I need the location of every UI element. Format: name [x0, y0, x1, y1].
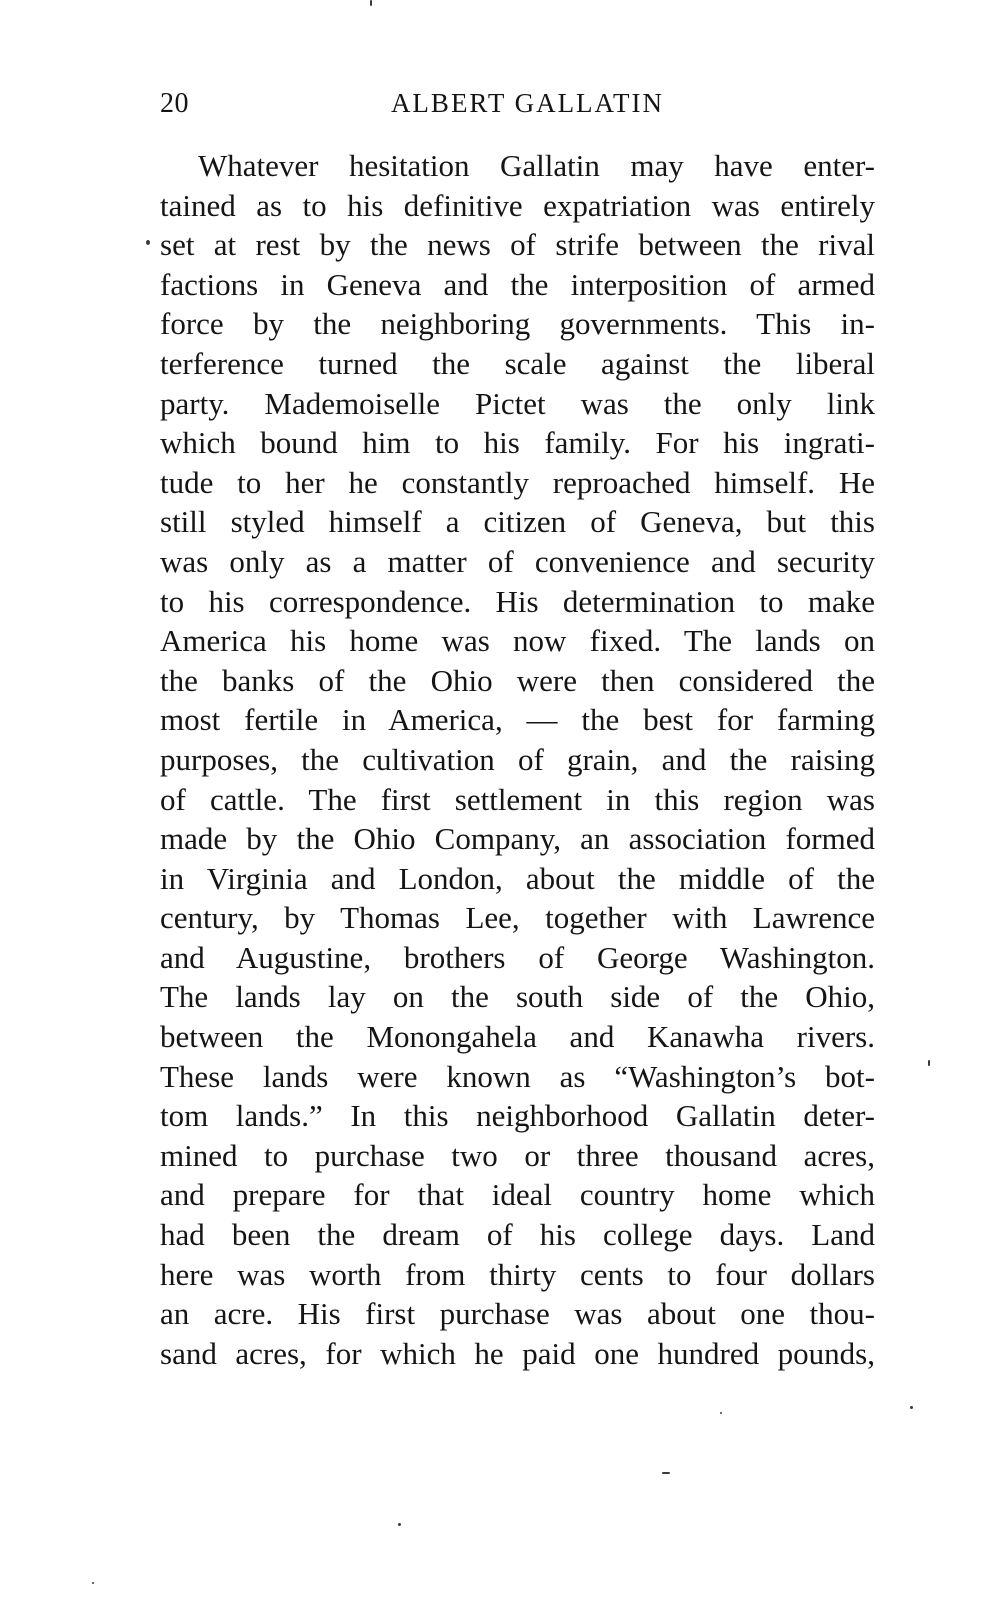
text-line: tained as to his definitive expatriation was entirely	[160, 187, 875, 223]
text-line: America his home was now fixed. The lands on	[160, 623, 875, 659]
scan-speck	[928, 1060, 930, 1066]
text-line: in Virginia and London, about the middle of the	[160, 860, 875, 896]
text-line: was only as a matter of convenience and security	[160, 543, 875, 579]
text-line: of cattle. The first settlement in this region was	[160, 781, 875, 817]
text-line: most fertile in America, — the best for farming	[160, 702, 875, 738]
text-line: force by the neighboring governments. This in-	[160, 306, 875, 342]
text-line: sand acres, for which he paid one hundred pounds,	[160, 1335, 875, 1371]
text-line: still styled himself a citizen of Geneva, but this	[160, 504, 875, 540]
text-line: tude to her he constantly reproached himself. He	[160, 464, 875, 500]
text-line: between the Monongahela and Kanawha rivers.	[160, 1019, 875, 1055]
text-line: These lands were known as “Washington’s bot-	[160, 1058, 875, 1094]
body-paragraph	[160, 146, 875, 1373]
text-line: Whatever hesitation Gallatin may have enter-	[198, 148, 875, 183]
scan-speck	[370, 0, 372, 6]
text-line: terference turned the scale against the liberal	[160, 345, 875, 381]
text-line: tom lands.” In this neighborhood Gallatin deter-	[160, 1098, 875, 1134]
text-line: made by the Ohio Company, an association formed	[160, 821, 875, 857]
text-line: the banks of the Ohio were then considered the	[160, 662, 875, 698]
text-line: which bound him to his family. For his ingrati-	[160, 425, 875, 461]
text-line: purposes, the cultivation of grain, and the raising	[160, 741, 875, 777]
scan-speck	[720, 1412, 722, 1414]
text-line: mined to purchase two or three thousand acres,	[160, 1137, 875, 1173]
text-line: and prepare for that ideal country home which	[160, 1177, 875, 1213]
page-number: 20	[160, 88, 189, 119]
text-line: had been the dream of his college days. Land	[160, 1217, 875, 1253]
text-line: an acre. His first purchase was about one thou-	[160, 1296, 875, 1332]
text-line: and Augustine, brothers of George Washington.	[160, 939, 875, 975]
running-head: ALBERT GALLATIN	[390, 88, 665, 118]
page-header	[160, 88, 875, 128]
scan-speck	[146, 240, 150, 245]
text-line: to his correspondence. His determination to make	[160, 583, 875, 619]
text-line: set at rest by the news of strife between the rival	[160, 227, 875, 263]
scan-speck	[398, 1523, 401, 1526]
scan-speck	[910, 1406, 913, 1409]
text-line: century, by Thomas Lee, together with Lawrence	[160, 900, 875, 936]
scan-speck	[92, 1582, 94, 1584]
text-line: party. Mademoiselle Pictet was the only link	[160, 385, 875, 421]
text-line: The lands lay on the south side of the Ohio,	[160, 979, 875, 1015]
text-line: factions in Geneva and the interposition of armed	[160, 266, 875, 302]
scan-speck	[662, 1472, 670, 1474]
text-line: here was worth from thirty cents to four dollars	[160, 1256, 875, 1292]
